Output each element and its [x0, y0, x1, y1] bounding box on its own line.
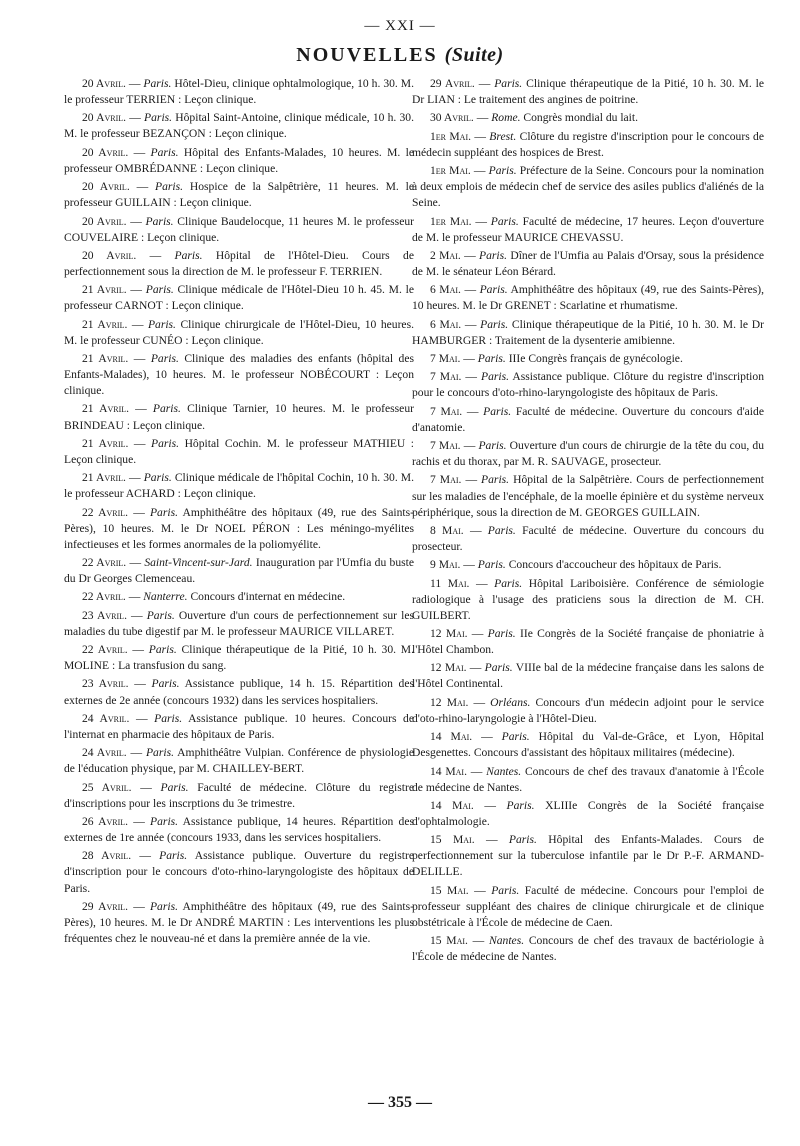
news-entry: 1er Mai. — Paris. Faculté de médecine, 17 heures. Leçon d'ouverture de M. le professeur MAURICE CHEVASSU. — [412, 214, 764, 244]
news-entry: 24 Avril. — Paris. Amphithéâtre Vulpian. Conférence de physiologie de l'éducation physique, par M. CHAILLEY-BERT. — [64, 746, 415, 776]
entry-city: Paris. — [494, 576, 523, 590]
entry-date: 14 Mai. — [430, 730, 473, 744]
entry-date: 12 Mai. — [430, 661, 467, 675]
entry-date: 22 Avril. — [82, 505, 129, 519]
news-entry: 23 Avril. — Paris. Assistance publique, 14 h. 15. Répartition des externes de 2e année (concours 1932) dans les services hospitaliers. — [64, 677, 415, 707]
entry-text: IIIe Congrès français de gynécologie. — [508, 352, 683, 365]
entry-date: 15 Mai. — [430, 883, 469, 897]
entry-date: 7 Mai. — [430, 439, 461, 453]
entry-city: Paris. — [143, 471, 172, 485]
entry-city: Paris. — [150, 145, 179, 159]
entry-date: 21 Avril. — [82, 436, 129, 450]
entry-date: 20 Avril. — [82, 214, 127, 228]
entry-date: 26 Avril. — [82, 814, 129, 828]
entry-text: Hôpital de l'Hôtel-Dieu. Cours de perfectionnement sous la direction de M. le professeur F. TERRIEN. — [64, 248, 414, 278]
entry-date: 23 Avril. — [82, 677, 129, 691]
entry-text: Assistance publique, 14 heures. Répartition des externes de 1re année (concours 1933, dans les services hospitaliers. — [64, 814, 414, 845]
entry-date: 20 Avril. — [82, 248, 137, 262]
news-entry: 11 Mai. — Paris. Hôpital Lariboisière. Conférence de sémiologie radiologique à l'usage des praticiens sous la direction de M. CH. GUILBERT. — [412, 576, 764, 622]
entry-text: Faculté de médecine. Clôture du registre d'inscriptions pour les inscrptions du 3e trimestre. — [64, 780, 415, 810]
entry-city: Paris. — [149, 899, 178, 913]
news-entry: 22 Avril. — Nanterre. Concours d'internat en médecine. — [82, 590, 346, 604]
entry-date: 22 Avril. — [82, 556, 127, 570]
news-entry: 20 Avril. — Paris. Hospice de la Salpêtrière, 11 heures. M. le professeur GUILLAIN : Leçon clinique. — [64, 180, 415, 210]
entry-city: Paris. — [174, 248, 203, 262]
entry-date: 11 Mai. — [430, 576, 470, 590]
news-entry: 21 Avril. — Paris. Clinique médicale de l'Hôtel-Dieu 10 h. 45. M. le professeur CARNOT : Leçon clinique. — [64, 283, 414, 313]
entry-text: Préfecture de la Seine. Concours pour la nomination à deux emplois de médecin chef de service des asiles publics d'aliénés de la Seine. — [412, 164, 765, 210]
entry-date: 20 Avril. — [82, 77, 126, 90]
page-title — [0, 44, 800, 67]
entry-text: Clinique thérapeutique de la Pitié, 10 h. 30. M. le Dr LIAN : Le traitement des angines de poitrine. — [412, 77, 765, 107]
entry-date: 22 Avril. — [82, 643, 128, 657]
entry-city: Paris. — [149, 505, 178, 519]
entry-date: 29 Avril. — [82, 899, 129, 913]
news-entry: 14 Mai. — Paris. Hôpital du Val-de-Grâce, et Lyon, Hôpital Desgenettes. Concours d'assistant des hôpitaux militaires (médecine). — [412, 730, 765, 760]
news-entry: 1er Mai. — Paris. Préfecture de la Seine. Concours pour la nomination à deux emplois de médecin chef de service des asiles publics d'aliénés de la Seine. — [412, 164, 765, 210]
entry-text: Concours de chef des travaux d'anatomie à l'École de médecine de Nantes. — [412, 764, 764, 794]
entry-text: Clôture du registre d'inscription pour le concours de médecin suppléant des hospices de Brest. — [412, 129, 764, 159]
news-entry: 1er Mai. — Brest. Clôture du registre d'inscription pour le concours de médecin suppléant des hospices de Brest. — [412, 129, 764, 159]
entry-city: Paris. — [147, 317, 176, 331]
entry-city: Paris. — [488, 164, 517, 178]
entry-city: Paris. — [484, 661, 513, 675]
entry-text: Assistance publique. Clôture du registre d'inscription pour le concours d'oto-rhino-laryngologiste des hôpitaux de Paris. — [412, 370, 764, 400]
entry-date: 9 Mai. — [430, 558, 461, 572]
entry-city: Paris. — [152, 402, 181, 416]
entry-text: Assistance publique. Ouverture du registre d'inscription pour le concours d'oto-rhino-laryngologiste des hôpitaux de Paris. — [64, 849, 414, 895]
news-entry: 21 Avril. — Paris. Clinique Tarnier, 10 heures. M. le professeur BRINDEAU : Leçon clinique. — [64, 402, 414, 432]
entry-city: Paris. — [506, 798, 535, 812]
entry-text: Amphithéâtre des hôpitaux (49, rue des Saints-Pères), 10 heures. M. le Dr ANDRÉ MARTIN : Les interventions les plus fréquentes chez le nouveau-né et dans la première année de la vie. — [64, 899, 414, 945]
entry-text: Hôpital Saint-Antoine, clinique médicale, 10 h. 30. M. le professeur BEZANÇON : Leçon clinique. — [64, 111, 414, 141]
news-entry: 9 Mai. — Paris. Concours d'accoucheur des hôpitaux de Paris. — [430, 558, 722, 572]
entry-date: 24 Avril. — [82, 711, 130, 725]
entry-text: Faculté de médecine, 17 heures. Leçon d'ouverture de M. le professeur MAURICE CHEVASSU. — [412, 214, 764, 244]
news-entry: 7 Mai. — Paris. Ouverture d'un cours de chirurgie de la tête du cou, du rachis et du thorax, par M. R. SAUVAGE, prosecteur. — [412, 439, 764, 469]
news-entry: 20 Avril. — Paris. Hôtel-Dieu, clinique ophtalmologique, 10 h. 30. M. le professeur TERRIEN : Leçon clinique. — [64, 77, 414, 107]
entry-city: Paris. — [154, 711, 183, 725]
entry-date: 22 Avril. — [82, 590, 126, 604]
news-entry: 21 Avril. — Paris. Clinique chirurgicale de l'Hôtel-Dieu, 10 heures. M. le professeur CUNÉO : Leçon clinique. — [64, 317, 414, 347]
page-folio: — XXI — — [364, 18, 436, 34]
entry-text: Ouverture d'un cours de chirurgie de la tête du cou, du rachis et du thorax, par M. R. SAUVAGE, prosecteur. — [412, 439, 764, 469]
entry-text: Assistance publique. 10 heures. Concours de l'internat en pharmacie des hôpitaux de Paris. — [64, 711, 414, 741]
entry-text: Dîner de l'Umfia au Palais d'Orsay, sous la présidence de M. le sénateur Léon Bérard. — [412, 248, 764, 278]
entry-date: 21 Avril. — [82, 352, 129, 365]
entry-city: Orléans. — [490, 695, 531, 709]
news-entry: 20 Avril. — Paris. Hôpital Saint-Antoine, clinique médicale, 10 h. 30. M. le professeur BEZANÇON : Leçon clinique. — [64, 111, 414, 141]
entry-city: Paris. — [483, 404, 512, 418]
entry-date: 2 Mai. — [430, 248, 461, 262]
entry-text: Ouverture d'un cours de perfectionnement sur les maladies du tube digestif par M. le professeur MAURICE VILLARET. — [64, 608, 414, 638]
entry-date: 1er Mai. — [430, 129, 472, 143]
entry-date: 15 Mai. — [430, 934, 468, 948]
entry-text: Hospice de la Salpêtrière, 11 heures. M. le professeur GUILLAIN : Leçon clinique. — [64, 180, 415, 210]
entry-city: Paris. — [479, 283, 508, 297]
entry-date: 23 Avril. — [82, 608, 127, 622]
news-entry: 23 Avril. — Paris. Ouverture d'un cours de perfectionnement sur les maladies du tube digestif par M. le professeur MAURICE VILLARET. — [64, 608, 414, 638]
entry-text: Clinique Baudelocque, 11 heures M. le professeur COUVELAIRE : Leçon clinique. — [64, 214, 414, 244]
entry-text: Inauguration par l'Umfia du buste du Dr Georges Clemenceau. — [64, 556, 414, 586]
entry-date: 14 Mai. — [430, 764, 467, 778]
news-entry: 20 Avril. — Paris. Clinique Baudelocque, 11 heures M. le professeur COUVELAIRE : Leçon clinique. — [64, 214, 414, 244]
entry-text: Clinique Tarnier, 10 heures. M. le professeur BRINDEAU : Leçon clinique. — [64, 402, 414, 432]
entry-city: Nanterre. — [143, 590, 188, 604]
news-entry: 21 Avril. — Paris. Hôpital Cochin. M. le professeur MATHIEU : Leçon clinique. — [64, 436, 415, 466]
entry-text: Hôpital Lariboisière. Conférence de sémiologie radiologique à l'usage des praticiens sous la direction de M. CH. GUILBERT. — [412, 576, 764, 622]
entry-text: Concours de chef des travaux de bactériologie à l'École de médecine de Nantes. — [412, 934, 764, 964]
entry-city: Paris. — [487, 523, 516, 537]
entry-text: VIIIe bal de la médecine française dans les salons de l'Hôtel Continental. — [412, 661, 764, 691]
entry-city: Paris. — [481, 370, 510, 384]
entry-text: Amphithéâtre des hôpitaux (49, rue des Saints-Pères), 10 heures. M. le Dr GRENET : Scarlatine et rhumatisme. — [412, 283, 764, 313]
entry-date: 1er Mai. — [430, 214, 472, 228]
news-entry: 15 Mai. — Paris. Faculté de médecine. Concours pour l'emploi de professeur suppléant des chaires de clinique chirurgicale et de clinique obstétricale à l'École de médecine de Caen. — [412, 883, 764, 929]
news-entry: 22 Avril. — Saint-Vincent-sur-Jard. Inauguration par l'Umfia du buste du Dr Georges Clemenceau. — [64, 556, 414, 586]
entry-city: Paris. — [160, 780, 189, 794]
news-entry: 7 Mai. — Paris. Hôpital de la Salpêtrière. Cours de perfectionnement sur les maladies de l'encéphale, de la moelle épinière et du système nerveux périphérique, sous la direction de M. GEORGES GUILLAIN. — [412, 473, 764, 519]
entry-city: Paris. — [477, 558, 506, 572]
title-suffix: (Suite) — [444, 44, 504, 66]
entry-text: Concours d'accoucheur des hôpitaux de Paris. — [508, 558, 722, 572]
news-entry: 2 Mai. — Paris. Dîner de l'Umfia au Palais d'Orsay, sous la présidence de M. le sénateur Léon Bérard. — [412, 248, 764, 278]
entry-city: Paris. — [501, 730, 530, 744]
news-entry: 22 Avril. — Paris. Amphithéâtre des hôpitaux (49, rue des Saints-Pères), 10 heures. M. le Dr NOEL PÉRON : Les méningo-myélites infectieuses et les formes anormales de la poliomyélite. — [64, 505, 414, 551]
news-entry: 12 Mai. — Paris. VIIIe bal de la médecine française dans les salons de l'Hôtel Continental. — [412, 661, 764, 691]
entry-date: 30 Avril. — [430, 111, 474, 125]
entry-city: Paris. — [150, 814, 179, 828]
entry-date: 20 Avril. — [82, 180, 130, 194]
entry-text: Amphithéâtre des hôpitaux (49, rue des Saints-Pères), 10 heures. M. le Dr NOEL PÉRON : Les méningo-myélites infectieuses et les formes anormales de la poliomyélite. — [64, 505, 414, 551]
entry-text: Clinique des maladies des enfants (hôpital des Enfants-Malades), 10 heures. M. le professeur NOBÉCOURT : Leçon clinique. — [64, 352, 415, 398]
entry-city: Paris. — [145, 746, 174, 760]
entry-date: 7 Mai. — [430, 352, 461, 365]
entry-date: 6 Mai. — [430, 283, 461, 297]
entry-date: 21 Avril. — [82, 283, 127, 297]
entry-city: Paris. — [151, 677, 180, 691]
news-entry: 7 Mai. — Paris. Faculté de médecine. Ouverture du concours d'aide d'anatomie. — [412, 404, 764, 434]
entry-date: 8 Mai. — [430, 523, 464, 537]
news-entry: 7 Mai. — Paris. IIIe Congrès français de gynécologie. — [430, 352, 683, 365]
entry-date: 6 Mai. — [430, 317, 462, 331]
entry-date: 25 Avril. — [82, 780, 132, 794]
entry-city: Paris. — [477, 352, 506, 365]
news-entry: 20 Avril. — Paris. Hôpital de l'Hôtel-Dieu. Cours de perfectionnement sous la direction de M. le professeur F. TERRIEN. — [64, 248, 414, 278]
entry-city: Nantes. — [486, 764, 522, 778]
entry-date: 1er Mai. — [430, 164, 471, 178]
entry-date: 21 Avril. — [82, 317, 128, 331]
entry-text: Concours d'un médecin adjoint pour le service d'oto-rhino-laryngologie à l'Hôtel-Dieu. — [412, 695, 765, 725]
entry-text: Assistance publique, 14 h. 15. Répartition des externes de 2e année (concours 1932) dans les services hospitaliers. — [64, 677, 415, 707]
entry-text: Congrès mondial du lait. — [523, 111, 639, 125]
entry-text: IIe Congrès de la Société française de phoniatrie à l'Hôtel Chambon. — [412, 627, 764, 657]
entry-text: Clinique médicale de l'hôpital Cochin, 10 h. 30. M. le professeur ACHARD : Leçon clinique. — [64, 471, 415, 501]
entry-text: Clinique thérapeutique de la Pitié, 10 h. 30. M. le Dr HAMBURGER : Traitement de la dysenterie amibienne. — [412, 317, 764, 347]
entry-city: Paris. — [508, 833, 537, 847]
entry-city: Brest. — [489, 129, 517, 143]
entry-date: 15 Mai. — [430, 833, 475, 847]
entry-date: 24 Avril. — [82, 746, 127, 760]
news-entry: 15 Mai. — Paris. Hôpital des Enfants-Malades. Cours de perfectionnement sur la tuberculose infantile par le Dr P.-F. ARMAND-DELILLE. — [412, 833, 764, 879]
entry-city: Paris. — [490, 214, 519, 228]
entry-city: Paris. — [159, 849, 188, 863]
left-column — [64, 76, 414, 949]
entry-text: Hôpital Cochin. M. le professeur MATHIEU : Leçon clinique. — [64, 436, 415, 466]
entry-text: Faculté de médecine. Concours pour l'emploi de professeur suppléant des chaires de clinique chirurgicale et de clinique obstétricale à l'École de médecine de Caen. — [412, 883, 764, 929]
news-entry: 14 Mai. — Nantes. Concours de chef des travaux d'anatomie à l'École de médecine de Nantes. — [412, 764, 764, 794]
entry-text: Clinique chirurgicale de l'Hôtel-Dieu, 10 heures. M. le professeur CUNÉO : Leçon clinique. — [64, 317, 414, 347]
news-entry: 29 Avril. — Paris. Clinique thérapeutique de la Pitié, 10 h. 30. M. le Dr LIAN : Le traitement des angines de poitrine. — [412, 77, 765, 107]
entry-text: Hôpital des Enfants-Malades, 10 heures. M. le professeur OMBRÉDANNE : Leçon clinique. — [64, 145, 414, 175]
news-entry: 26 Avril. — Paris. Assistance publique, 14 heures. Répartition des externes de 1re année (concours 1933, dans les services hospitaliers. — [64, 814, 414, 845]
entry-city: Paris. — [145, 283, 174, 297]
entry-text: Hôpital des Enfants-Malades. Cours de perfectionnement sur la tuberculose infantile par le Dr P.-F. ARMAND-DELILLE. — [412, 833, 764, 879]
news-entry: 7 Mai. — Paris. Assistance publique. Clôture du registre d'inscription pour le concours d'oto-rhino-laryngologiste des hôpitaux de Paris. — [412, 370, 764, 400]
entry-city: Paris. — [151, 436, 180, 450]
news-entry: 15 Mai. — Nantes. Concours de chef des travaux de bactériologie à l'École de médecine de Nantes. — [412, 934, 764, 964]
news-entry: 20 Avril. — Paris. Hôpital des Enfants-Malades, 10 heures. M. le professeur OMBRÉDANNE : Leçon clinique. — [64, 145, 414, 175]
entry-date: 21 Avril. — [82, 402, 130, 416]
news-entry: 14 Mai. — Paris. XLIIIe Congrès de la Société française d'ophtalmologie. — [412, 798, 765, 828]
entry-city: Paris. — [150, 352, 179, 365]
title-main: NOUVELLES — [296, 44, 438, 66]
entry-date: 14 Mai. — [430, 798, 474, 812]
entry-date: 7 Mai. — [430, 473, 462, 487]
entry-city: Paris. — [155, 180, 184, 194]
news-entry: 8 Mai. — Paris. Faculté de médecine. Ouverture du concours du prosecteur. — [412, 523, 764, 553]
entry-city: Paris. — [148, 643, 177, 657]
entry-text: Faculté de médecine. Ouverture du concours d'aide d'anatomie. — [412, 404, 764, 434]
entry-text: Hôpital de la Salpêtrière. Cours de perfectionnement sur les maladies de l'encéphale, de la moelle épinière et du système nerveux périphérique, sous la direction de M. GEORGES GUILLAIN. — [412, 473, 764, 519]
news-entry: 24 Avril. — Paris. Assistance publique. 10 heures. Concours de l'internat en pharmacie des hôpitaux de Paris. — [64, 711, 414, 741]
entry-date: 28 Avril. — [82, 849, 132, 863]
entry-city: Paris. — [478, 248, 508, 262]
entry-date: 7 Mai. — [430, 370, 462, 384]
news-entry: 21 Avril. — Paris. Clinique des maladies des enfants (hôpital des Enfants-Malades), 10 heures. M. le professeur NOBÉCOURT : Leçon clinique. — [64, 352, 415, 398]
news-entry: 22 Avril. — Paris. Clinique thérapeutique de la Pitié, 10 h. 30. M. MOLINE : La transfusion du sang. — [64, 643, 414, 673]
entry-city: Saint-Vincent-sur-Jard. — [144, 556, 253, 570]
entry-city: Nantes. — [489, 934, 525, 948]
entry-city: Paris. — [487, 627, 516, 640]
news-entry: 6 Mai. — Paris. Clinique thérapeutique de la Pitié, 10 h. 30. M. le Dr HAMBURGER : Traitement de la dysenterie amibienne. — [412, 317, 764, 347]
right-column — [412, 76, 764, 968]
news-entry: 28 Avril. — Paris. Assistance publique. Ouverture du registre d'inscription pour le concours d'oto-rhino-laryngologiste des hôpitaux de Paris. — [64, 849, 414, 895]
entry-city: Paris. — [144, 111, 173, 125]
entry-date: 12 Mai. — [430, 627, 468, 640]
entry-text: Amphithéâtre Vulpian. Conférence de physiologie de l'éducation physique, par M. CHAILLEY-BERT. — [64, 746, 415, 776]
entry-date: 29 Avril. — [430, 77, 475, 90]
entry-text: Clinique thérapeutique de la Pitié, 10 h. 30. M. MOLINE : La transfusion du sang. — [64, 643, 414, 673]
entry-text: Clinique médicale de l'Hôtel-Dieu 10 h. 45. M. le professeur CARNOT : Leçon clinique. — [64, 283, 414, 313]
news-entry: 21 Avril. — Paris. Clinique médicale de l'hôpital Cochin, 10 h. 30. M. le professeur ACHARD : Leçon clinique. — [64, 471, 415, 501]
news-entry: 29 Avril. — Paris. Amphithéâtre des hôpitaux (49, rue des Saints-Pères), 10 heures. M. le Dr ANDRÉ MARTIN : Les interventions les plus fréquentes chez le nouveau-né et dans la première année de la vie. — [64, 899, 414, 945]
entry-city: Paris. — [494, 77, 523, 90]
entry-city: Paris. — [491, 883, 520, 897]
entry-text: Hôpital du Val-de-Grâce, et Lyon, Hôpital Desgenettes. Concours d'assistant des hôpitaux militaires (médecine). — [412, 730, 765, 760]
entry-text: Faculté de médecine. Ouverture du concours du prosecteur. — [412, 523, 764, 553]
entry-city: Rome. — [491, 111, 521, 125]
news-entry: 30 Avril. — Rome. Congrès mondial du lait. — [430, 111, 639, 125]
entry-date: 20 Avril. — [82, 145, 129, 159]
news-entry: 6 Mai. — Paris. Amphithéâtre des hôpitaux (49, rue des Saints-Pères), 10 heures. M. le Dr GRENET : Scarlatine et rhumatisme. — [412, 283, 764, 313]
entry-date: 21 Avril. — [82, 471, 126, 485]
entry-city: Paris. — [145, 214, 174, 228]
entry-city: Paris. — [478, 439, 507, 453]
entry-city: Paris. — [146, 608, 175, 622]
page-number: — 355 — — [368, 1094, 432, 1111]
entry-date: 20 Avril. — [82, 111, 127, 125]
news-entry: 25 Avril. — Paris. Faculté de médecine. Clôture du registre d'inscriptions pour les inscrptions du 3e trimestre. — [64, 780, 415, 810]
entry-text: XLIIIe Congrès de la Société française d'ophtalmologie. — [412, 798, 765, 828]
entry-date: 12 Mai. — [430, 695, 469, 709]
entry-city: Paris. — [143, 77, 172, 90]
entry-text: Concours d'internat en médecine. — [190, 590, 346, 604]
entry-date: 7 Mai. — [430, 404, 463, 418]
entry-text: Hôtel-Dieu, clinique ophtalmologique, 10 h. 30. M. le professeur TERRIEN : Leçon clinique. — [64, 77, 414, 107]
entry-city: Paris. — [480, 317, 509, 331]
news-entry: 12 Mai. — Paris. IIe Congrès de la Société française de phoniatrie à l'Hôtel Chambon. — [412, 627, 764, 657]
entry-city: Paris. — [481, 473, 510, 487]
news-entry: 12 Mai. — Orléans. Concours d'un médecin adjoint pour le service d'oto-rhino-laryngologie à l'Hôtel-Dieu. — [412, 695, 765, 725]
